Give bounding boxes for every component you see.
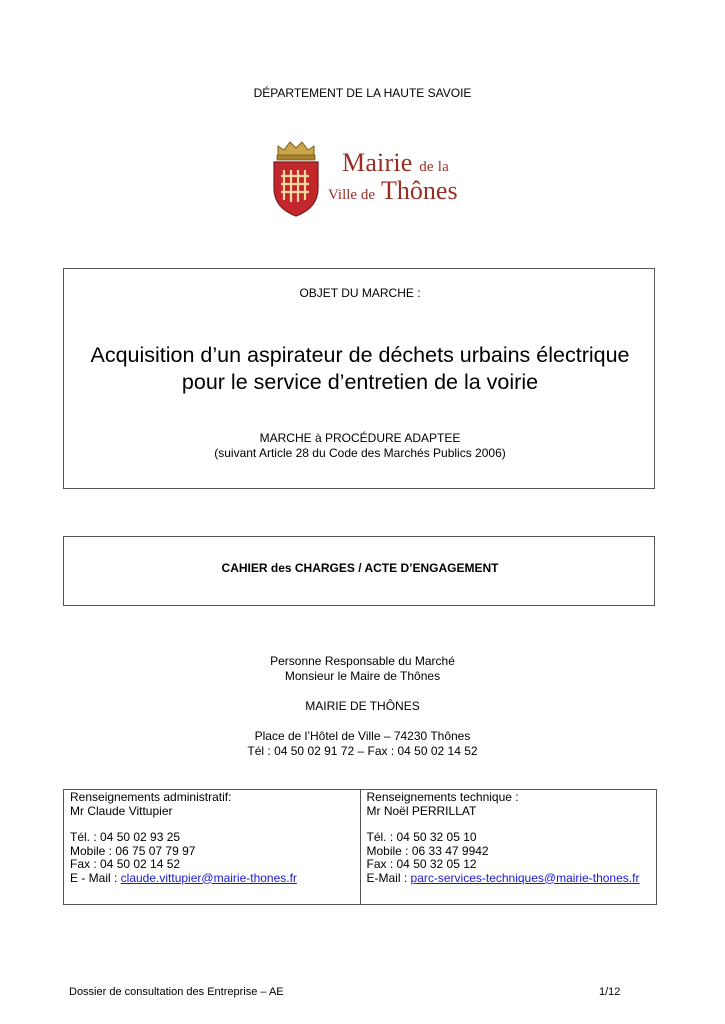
coat-of-arms-icon <box>270 138 322 218</box>
cahier-title: CAHIER des CHARGES / ACTE D’ENGAGEMENT <box>221 561 499 575</box>
admin-name: Mr Claude Vittupier <box>70 803 173 818</box>
tech-contact-cell <box>360 790 657 905</box>
admin-email-link[interactable]: claude.vittupier@mairie-thones.fr <box>120 870 297 885</box>
logo-text-line1: Mairie de la <box>342 148 449 177</box>
procedure-line2: (suivant Article 28 du Code des Marchés Publics 2006) <box>214 446 506 460</box>
marche-title-line1: Acquisition d’un aspirateur de déchets urbains électrique <box>90 343 630 367</box>
objet-box <box>63 268 655 489</box>
admin-fax: Fax : 04 50 02 14 52 <box>70 857 181 871</box>
footer-doc-title: Dossier de consultation des Entreprise – AE <box>69 986 284 998</box>
tech-tel: Tél. : 04 50 32 05 10 <box>366 830 477 844</box>
marche-title <box>64 342 656 396</box>
admin-heading: Renseignements administratif: <box>70 790 232 804</box>
procedure-line1: MARCHE à PROCÉDURE ADAPTEE <box>259 431 461 445</box>
procedure-text <box>64 431 656 461</box>
responsable-line1: Personne Responsable du Marché <box>270 654 455 668</box>
marche-title-line2: pour le service d’entretien de la voirie <box>181 370 539 394</box>
logo-text-line2: Ville de Thônes <box>328 176 458 205</box>
admin-email-row <box>70 872 354 886</box>
objet-label: OBJET DU MARCHE : <box>299 286 421 300</box>
tech-email-link[interactable]: parc-services-techniques@mairie-thones.fr <box>410 870 640 885</box>
tech-name: Mr Noël PERRILLAT <box>366 803 477 818</box>
cahier-box <box>63 536 655 606</box>
tech-email-row <box>367 872 651 886</box>
department-header: DÉPARTEMENT DE LA HAUTE SAVOIE <box>253 86 472 100</box>
admin-contact-cell <box>64 790 361 905</box>
contacts-table <box>63 789 657 905</box>
responsable-line2: Monsieur le Maire de Thônes <box>284 669 441 683</box>
admin-tel: Tél. : 04 50 02 93 25 <box>70 830 181 844</box>
tech-email-label: E-Mail : <box>366 870 411 885</box>
footer-page-number: 1/12 <box>599 986 621 998</box>
tech-heading: Renseignements technique : <box>366 790 519 804</box>
tech-mobile: Mobile : 06 33 47 9942 <box>366 843 489 858</box>
mairie-phone: Tél : 04 50 02 91 72 – Fax : 04 50 02 14 52 <box>247 744 478 758</box>
admin-email-label: E - Mail : <box>70 870 121 885</box>
mairie-logo <box>270 138 470 218</box>
mairie-name: MAIRIE DE THÔNES <box>305 699 420 713</box>
admin-mobile: Mobile : 06 75 07 79 97 <box>70 843 196 858</box>
tech-fax: Fax : 04 50 32 05 12 <box>366 857 477 871</box>
mairie-address: Place de l’Hôtel de Ville – 74230 Thônes <box>254 729 471 743</box>
